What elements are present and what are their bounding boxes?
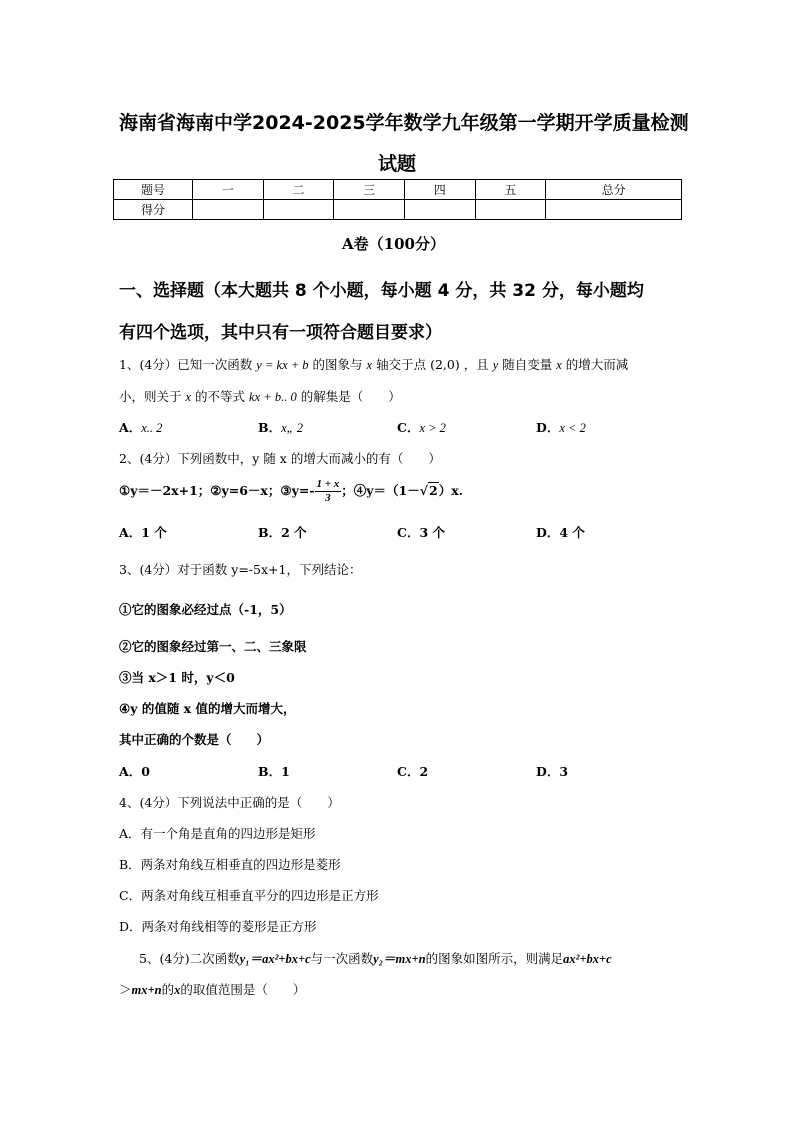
question-2-functions: ①y＝－2x+1；②y=6－x；③y=- $\frac{1 + x}{3}$ ；④y＝（1－√2）x. — [119, 478, 463, 504]
option-d[interactable]: D．两条对角线相等的菱形是正方形 — [119, 919, 317, 934]
text: ）x. — [438, 483, 463, 498]
option-b[interactable]: B．1 — [258, 764, 290, 779]
option-label: A． — [119, 420, 142, 435]
text: ①y＝－2x+1；②y=6－x；③y=- — [119, 483, 315, 498]
table-cell: 一 — [193, 180, 264, 200]
score-table-header-row — [114, 180, 682, 200]
fraction — [315, 478, 342, 505]
text: 的图象与 — [312, 357, 363, 372]
equation: y = kx + b — [256, 358, 309, 372]
option-c[interactable] — [397, 418, 446, 436]
expression: ax²+bx+c — [563, 952, 612, 966]
page-title-line2: 试题 — [378, 153, 417, 175]
question-3-stem: 3、(4分）对于函数 y=-5x+1，下列结论： — [119, 562, 362, 577]
option-text: x > 2 — [419, 421, 446, 435]
option-b[interactable]: B．两条对角线互相垂直的四边形是菱形 — [119, 857, 341, 872]
text: 的增大而减 — [565, 357, 629, 372]
page-title: 海南省海南中学2024-2025学年数学九年级第一学期开学质量检测 — [119, 112, 689, 134]
text: 的 — [161, 982, 175, 997]
question-3-ask: 其中正确的个数是（ ） — [119, 732, 270, 747]
fraction-denominator: 3 — [325, 492, 331, 504]
option-d[interactable]: D．4 个 — [536, 525, 585, 540]
question-1-stem-line2 — [119, 387, 401, 405]
score-table-score-row — [114, 200, 682, 220]
score-input-cell[interactable] — [404, 200, 475, 220]
option-a[interactable]: A．有一个角是直角的四边形是矩形 — [119, 826, 316, 841]
section-heading: A卷（100分） — [342, 235, 445, 253]
table-cell: 五 — [475, 180, 546, 200]
option-c[interactable]: C．两条对角线互相垂直平分的四边形是正方形 — [119, 888, 379, 903]
score-input-cell[interactable] — [334, 200, 405, 220]
table-cell: 题号 — [114, 180, 193, 200]
table-cell: 得分 — [114, 200, 193, 220]
text: 的不等式 — [195, 389, 246, 404]
score-input-cell[interactable] — [475, 200, 546, 220]
text: 的图象如图所示，则满足 — [425, 951, 564, 966]
question-3-item: ①它的图象必经过点（-1，5） — [119, 602, 292, 617]
variable: y — [492, 358, 499, 372]
option-label: B． — [258, 420, 282, 435]
question-3-item: ②它的图象经过第一、二、三象限 — [119, 639, 307, 654]
text: 1、(4分）已知一次函数 — [119, 357, 253, 372]
option-d[interactable]: D．3 — [536, 764, 569, 779]
text: 与一次函数 — [310, 951, 374, 966]
score-table — [113, 179, 682, 220]
score-input-cell[interactable] — [193, 200, 264, 220]
question-5-stem — [139, 949, 612, 967]
inequality: kx + b.. 0 — [249, 390, 297, 404]
option-text: x.. 2 — [141, 421, 163, 435]
question-1-stem — [119, 355, 628, 373]
question-5-stem-line2 — [119, 980, 305, 998]
variable: x — [556, 358, 562, 372]
option-c[interactable]: C．2 — [397, 764, 429, 779]
text: 的取值范围是（ ） — [180, 982, 306, 997]
text: 轴交于点 — [376, 357, 427, 372]
variable: x — [366, 358, 373, 372]
text: ，且 — [463, 357, 489, 372]
fraction-numerator: 1 + x — [316, 478, 340, 490]
sqrt-radicand: 2 — [428, 483, 438, 498]
text: 的解集是（ ） — [300, 389, 401, 404]
table-cell: 三 — [334, 180, 405, 200]
option-label: C． — [397, 420, 420, 435]
point: (2,0) — [430, 357, 460, 372]
equation: y₂＝mx+n — [373, 952, 426, 966]
option-b[interactable]: B．2 个 — [258, 525, 307, 540]
score-input-cell[interactable] — [546, 200, 682, 220]
expression: mx+n — [131, 983, 162, 997]
option-text: x„ 2 — [281, 421, 303, 435]
option-text: x < 2 — [559, 421, 586, 435]
score-input-cell[interactable] — [263, 200, 334, 220]
option-a[interactable]: A．1 个 — [119, 525, 167, 540]
table-cell: 四 — [404, 180, 475, 200]
text: ；④y＝（1－ — [341, 483, 420, 498]
option-d[interactable] — [536, 418, 586, 436]
text: 5、(4分)二次函数 — [139, 951, 240, 966]
option-a[interactable]: A．0 — [119, 764, 150, 779]
option-a[interactable] — [119, 418, 162, 436]
text: 小，则关于 — [119, 389, 182, 404]
variable: x — [174, 983, 181, 997]
question-4-stem: 4、(4分）下列说法中正确的是（ ） — [119, 795, 340, 810]
table-cell: 总分 — [546, 180, 682, 200]
option-b[interactable] — [258, 418, 303, 436]
text: 随自变量 — [502, 357, 553, 372]
table-cell: 二 — [263, 180, 334, 200]
variable: x — [185, 390, 192, 404]
option-label: D． — [536, 420, 560, 435]
text: ＞ — [119, 982, 132, 997]
question-3-item: ③当 x＞1 时，y＜0 — [119, 670, 235, 685]
part-heading-line2: 有四个选项，其中只有一项符合题目要求） — [119, 323, 442, 343]
part-heading: 一、选择题（本大题共 8 个小题，每小题 4 分，共 32 分，每小题均 — [119, 281, 644, 301]
question-3-item: ④y 的值随 x 值的增大而增大， — [119, 701, 296, 716]
question-2-stem: 2、(4分）下列函数中，y 随 x 的增大而减小的有（ ） — [119, 451, 441, 466]
option-c[interactable]: C．3 个 — [397, 525, 445, 540]
equation: y₁＝ax²+bx+c — [239, 952, 311, 966]
